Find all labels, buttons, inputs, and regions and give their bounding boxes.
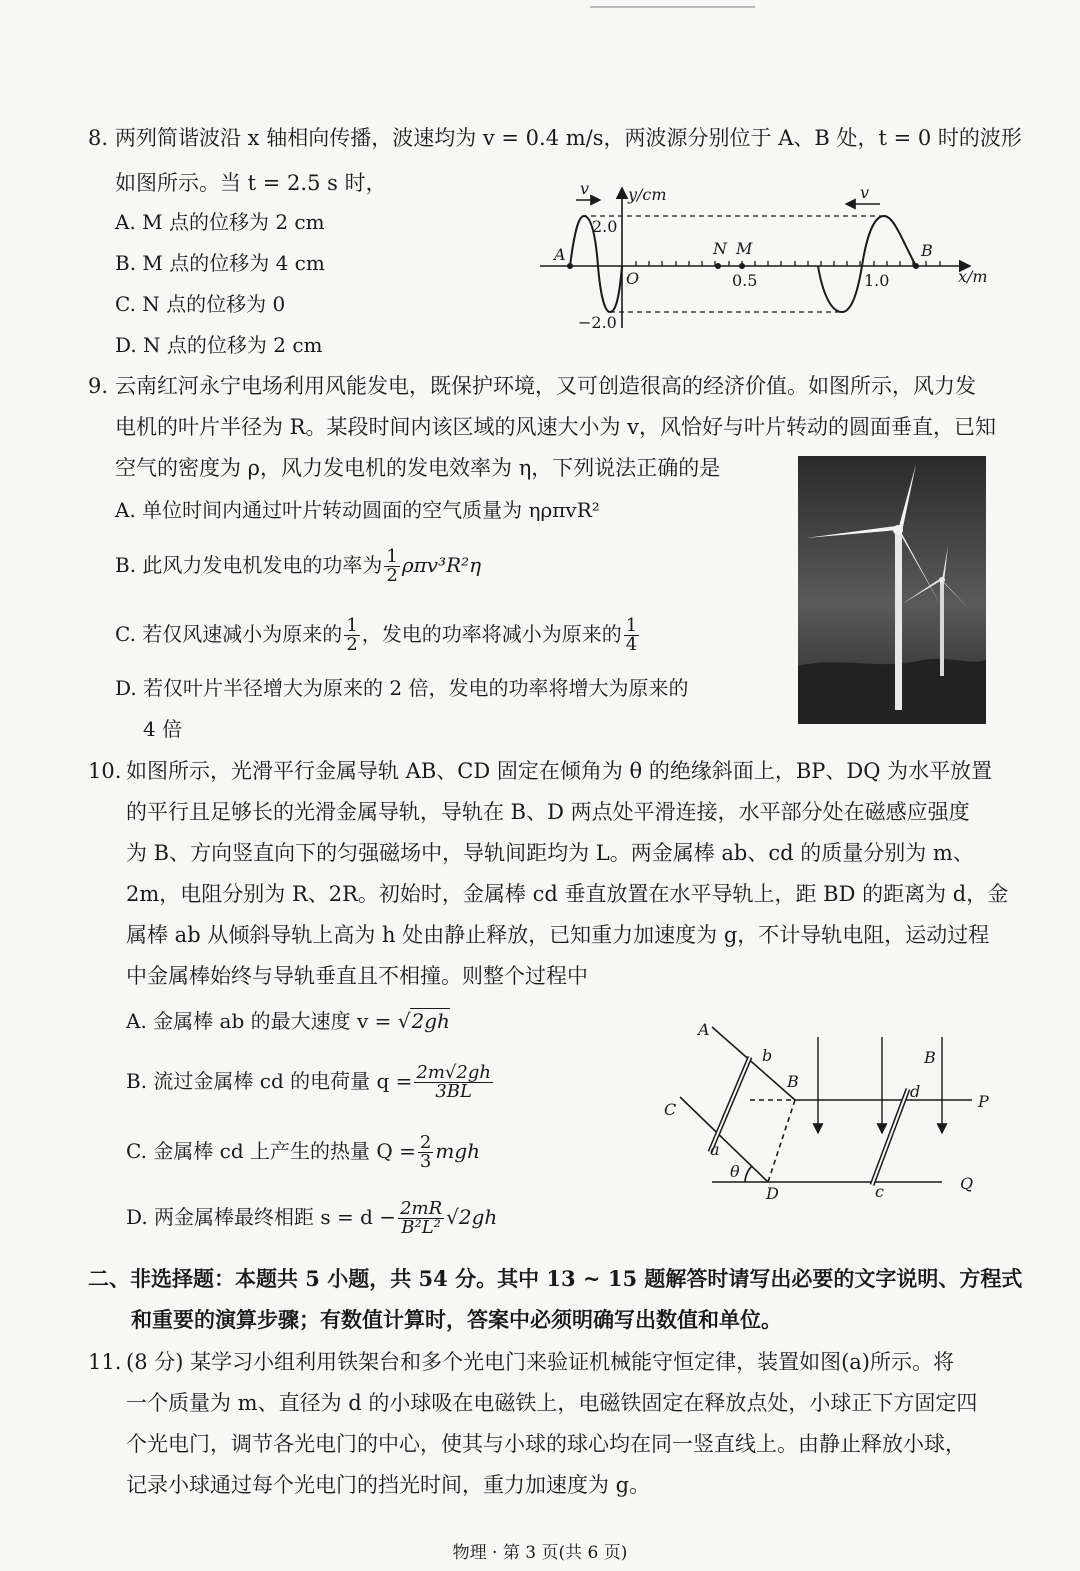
q10-option-d-text: D. 两金属棒最终相距 s = d − [126,1205,397,1229]
q9-option-c-mid: ，发电的功率将减小为原来的 [361,622,622,646]
q10-number: 10. [88,759,122,783]
q9-option-d-line1: D. 若仅叶片半径增大为原来的 2 倍，发电的功率将增大为原来的 [115,676,689,700]
q10-label-field: B [924,1048,936,1067]
q9-option-a: A. 单位时间内通过叶片转动圆面的空气质量为 ηρπvR² [115,498,600,522]
q10-label-d-point: D [766,1184,779,1203]
top-mark [590,0,755,8]
q10-label-theta: θ [730,1162,740,1181]
q10-option-c-text: C. 金属棒 cd 上产生的热量 Q = [126,1139,416,1163]
q11-line4: 记录小球通过每个光电门的挡光时间，重力加速度为 g。 [126,1473,651,1497]
q10-label-q: Q [960,1174,974,1193]
q10-option-c [126,1134,480,1171]
q8-v-left: v [580,180,590,198]
q8-option-c: C. N 点的位移为 0 [115,292,286,316]
q10-line2: 的平行且足够长的光滑金属导轨，导轨在 B、D 两点处平滑连接，水平部分处在磁感应强度 [126,800,970,824]
q10-c-den: 3 [419,1151,432,1172]
q8-tick-neg: −2.0 [578,313,617,332]
q9-line1: 云南红河永宁电场利用风能发电，既保护环境，又可创造很高的经济价值。如图所示，风力发 [115,374,976,398]
q10-line6: 中金属棒始终与导轨垂直且不相撞。则整个过程中 [126,964,588,988]
q9-c-num2: 1 [625,615,638,636]
q8-label-m: M [736,239,753,258]
q9-c-den1: 2 [346,634,358,655]
q11-line2: 一个质量为 m、直径为 d 的小球吸在电磁铁上，电磁铁固定在释放点处，小球正下方固定四 [126,1391,978,1415]
q8-tick-10: 1.0 [864,271,890,290]
q10-b-num: 2m√2gh [416,1062,491,1083]
q10-label-p: P [978,1092,989,1111]
q10-rail-figure [650,1015,1000,1210]
q9-c-den2: 4 [625,634,638,655]
q10-option-c-post: mgh [435,1139,481,1163]
q9-c-fraction-1 [344,617,359,654]
q8-label-b: B [921,241,933,260]
q9-b-num: 1 [386,546,398,567]
q8-y-axis-label: y/cm [628,185,667,204]
q9-option-d-line2: 4 倍 [143,717,183,741]
section2-line1: 二、非选择题：本题共 5 小题，共 54 分。其中 13 ~ 15 题解答时请写出必要的文字说明、方程式 [88,1266,1023,1291]
q10-option-d [126,1200,497,1237]
q10-label-c-rod: c [875,1182,884,1201]
q10-line4: 2m，电阻分别为 R、2R。初始时，金属棒 cd 垂直放置在水平导轨上，距 BD 的距离为 d，金 [126,882,1009,906]
q10-label-d-rod: d [910,1082,921,1101]
q9-c-fraction-2 [624,617,639,654]
q10-option-a-text: A. 金属棒 ab 的最大速度 v = √ [126,1009,411,1033]
q10-label-b-rod: b [762,1046,773,1065]
q8-wave-figure [540,180,1000,340]
q8-line2: 如图所示。当 t = 2.5 s 时， [115,171,387,195]
q10-option-b-text: B. 流过金属棒 cd 的电荷量 q = [126,1069,413,1093]
q8-x-axis-label: x/m [958,267,988,286]
q10-option-d-post: √2gh [446,1205,498,1229]
wind-turbine-photo [798,456,986,724]
q10-b-den: 3BL [435,1081,472,1102]
q10-option-a-radicand: 2gh [411,1009,450,1033]
q10-line3: 为 B、方向竖直向下的匀强磁场中，导轨间距均为 L。两金属棒 ab、cd 的质量分别为 m、 [126,841,974,865]
q10-label-a-rod: a [710,1140,720,1159]
q10-line5: 属棒 ab 从倾斜导轨上高为 h 处由静止释放，已知重力加速度为 g，不计导轨电阻，运动过程 [126,923,990,947]
q8-tick-pos: 2.0 [592,217,618,236]
q10-label-b-point: B [787,1072,799,1091]
q10-line1: 如图所示，光滑平行金属导轨 AB、CD 固定在倾角为 θ 的绝缘斜面上，BP、DQ 为水平放置 [126,759,993,783]
q8-number: 8. [88,126,109,150]
q9-option-b [115,548,481,585]
q10-c-num: 2 [419,1132,432,1153]
q9-option-b-fraction [384,548,399,585]
q11-line3: 个光电门，调节各光电门的中心，使其与小球的球心均在同一竖直线上。由静止释放小球， [126,1432,966,1456]
q8-option-b: B. M 点的位移为 4 cm [115,251,325,275]
q8-option-d: D. N 点的位移为 2 cm [115,333,323,357]
q11-number: 11. [88,1350,122,1374]
q10-d-num: 2mR [400,1198,443,1219]
q8-label-a: A [554,245,566,264]
q9-c-num1: 1 [346,615,358,636]
q10-d-den: B²L² [401,1217,441,1238]
q10-label-a-rail: A [698,1020,710,1039]
q9-option-b-formula: ρπv³R²η [401,553,482,577]
q9-option-c [115,617,641,654]
q9-option-c-text: C. 若仅风速减小为原来的 [115,622,343,646]
q10-option-d-fraction [398,1200,444,1237]
section2-line2: 和重要的演算步骤；有数值计算时，答案中必须明确写出数值和单位。 [131,1307,782,1332]
q9-b-den: 2 [386,565,398,586]
q8-label-n: N [713,239,727,258]
q8-v-right: v [860,183,870,202]
q9-number: 9. [88,374,109,398]
q10-option-b-fraction [414,1064,493,1101]
q8-line1: 两列简谐波沿 x 轴相向传播，波速均为 v = 0.4 m/s，两波源分别位于 A、B 处，t = 0 时的波形 [115,126,1022,150]
q10-option-a [126,1006,450,1036]
q10-option-b [126,1064,495,1101]
q10-option-c-fraction [418,1134,433,1171]
q8-origin-label: O [626,269,640,288]
page-footer: 物理 · 第 3 页(共 6 页) [452,1543,628,1563]
q9-line3: 空气的密度为 ρ，风力发电机的发电效率为 η，下列说法正确的是 [115,456,721,480]
q11-line1: (8 分) 某学习小组利用铁架台和多个光电门来验证机械能守恒定律，装置如图(a)所示。将 [126,1350,954,1374]
q9-option-b-text: B. 此风力发电机发电的功率为 [115,553,383,577]
q8-option-a: A. M 点的位移为 2 cm [115,210,325,234]
q8-tick-05: 0.5 [732,271,758,290]
q10-label-c-rail: C [664,1100,677,1119]
q9-line2: 电机的叶片半径为 R。某段时间内该区域的风速大小为 v，风恰好与叶片转动的圆面垂直，已知 [115,415,997,439]
